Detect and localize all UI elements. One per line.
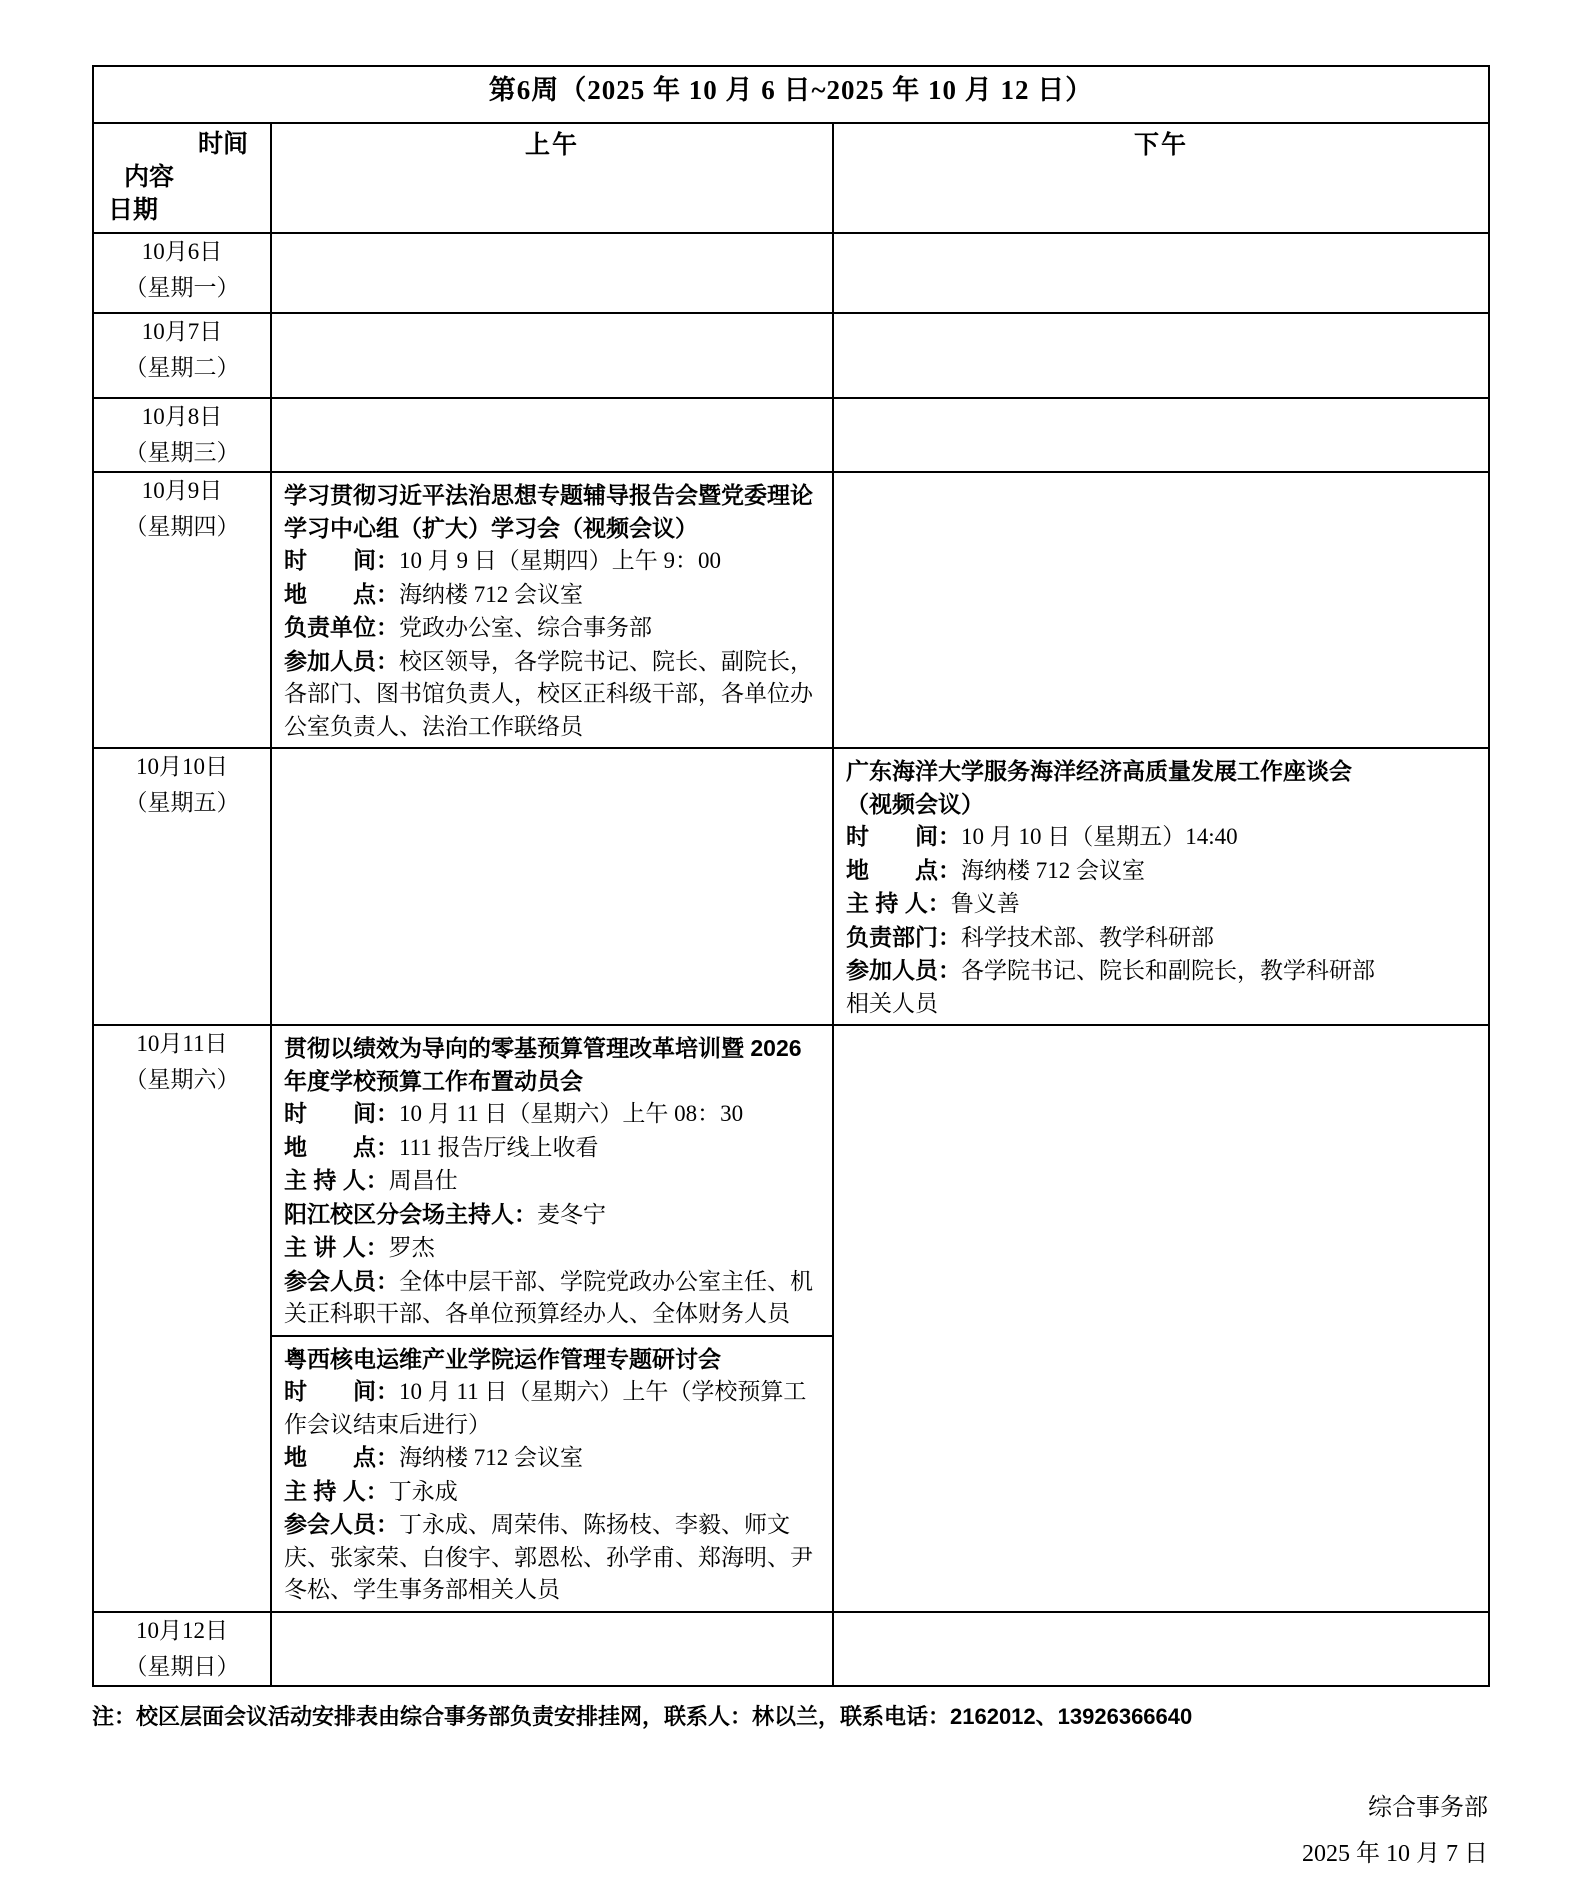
event-cell-oct11-morning-2 [271, 1336, 833, 1612]
signoff-date: 2025 年 10 月 7 日 [1302, 1840, 1488, 1867]
weekly-schedule-table [92, 65, 1490, 1687]
weekday-text: （星期二） [124, 355, 240, 380]
corner-label-date: 日期 [108, 197, 159, 224]
field-value: 党政办公室、综合事务部 [399, 615, 652, 640]
empty-cell-oct7-morning [271, 313, 833, 398]
date-text: 10月10日 [136, 754, 228, 779]
table-row [93, 748, 1489, 1025]
table-row [93, 472, 1489, 748]
empty-cell-oct12-afternoon [833, 1612, 1489, 1686]
field-label: 参加人员： [284, 647, 399, 674]
field-label: 时 间： [284, 1378, 399, 1404]
field-line-place [284, 1441, 822, 1475]
field-label: 参会人员： [284, 1511, 399, 1537]
table-row [93, 313, 1489, 398]
field-value: 各学院书记、院长和副院长，教学科研部相关人员 [846, 958, 1375, 1016]
field-line-attendees [284, 1508, 822, 1607]
field-label: 主 持 人： [284, 1167, 389, 1193]
field-value: 鲁义善 [950, 891, 1020, 916]
date-text: 10月12日 [136, 1617, 228, 1643]
field-line-unit [284, 611, 822, 645]
weekday-text: （星期三） [124, 440, 240, 465]
field-value: 科学技术部、教学科研部 [961, 924, 1214, 950]
field-line-time [846, 820, 1392, 854]
field-value: 10 月 10 日（星期五）14:40 [961, 824, 1238, 849]
date-cell-oct8 [93, 398, 271, 472]
field-line-time [284, 1097, 822, 1131]
field-line-dept [846, 921, 1392, 955]
field-line-attendees [284, 1265, 822, 1331]
field-line-branch-host [284, 1198, 822, 1232]
field-line-place [284, 1131, 822, 1165]
table-row [93, 398, 1489, 472]
weekday-text: （星期日） [124, 1653, 240, 1679]
empty-cell-oct11-afternoon [833, 1025, 1489, 1612]
event-cell-oct10-afternoon [833, 748, 1489, 1025]
field-label: 地 点： [284, 1444, 399, 1470]
field-line-place [846, 854, 1392, 888]
field-line-attendees [846, 954, 1392, 1020]
date-cell-oct12 [93, 1612, 271, 1686]
field-line-host [846, 887, 1392, 921]
date-text: 10月6日 [141, 239, 223, 264]
field-value: 111 报告厅线上收看 [399, 1134, 599, 1160]
field-label: 参加人员： [846, 957, 961, 983]
week-title: 第6周（2025 年 10 月 6 日~2025 年 10 月 12 日） [93, 66, 1489, 123]
footer-note: 注：校区层面会议活动安排表由综合事务部负责安排挂网，联系人：林以兰，联系电话：2162012、13926366640 [92, 1703, 1193, 1729]
field-value: 10 月 9 日（星期四）上午 9：00 [399, 548, 721, 573]
empty-cell-oct6-afternoon [833, 233, 1489, 313]
signoff-department: 综合事务部 [1368, 1793, 1488, 1821]
field-line-time [284, 1375, 822, 1441]
weekday-text: （星期四） [124, 514, 240, 539]
field-label: 地 点： [284, 580, 399, 607]
field-value: 海纳楼 712 会议室 [961, 857, 1145, 883]
field-value: 麦冬宁 [537, 1201, 606, 1227]
field-value: 全体中层干部、学院党政办公室主任、机关正科职干部、各单位预算经办人、全体财务人员 [284, 1268, 813, 1326]
event-title: 学习贯彻习近平法治思想专题辅导报告会暨党委理论学习中心组（扩大）学习会（视频会议） [284, 482, 813, 541]
table-row [93, 1612, 1489, 1686]
column-header-morning: 上午 [271, 123, 833, 233]
document-page [0, 65, 1587, 1891]
date-cell-oct6 [93, 233, 271, 313]
corner-label-time: 时间 [197, 131, 248, 158]
field-line-attendees [284, 645, 822, 744]
empty-cell-oct8-afternoon [833, 398, 1489, 472]
field-label: 时 间： [284, 1100, 399, 1126]
empty-cell-oct12-morning [271, 1612, 833, 1686]
date-cell-oct10 [93, 748, 271, 1025]
field-value: 海纳楼 712 会议室 [399, 1445, 583, 1470]
date-text: 10月11日 [136, 1031, 228, 1056]
weekday-text: （星期五） [124, 790, 240, 815]
field-value: 海纳楼 712 会议室 [399, 581, 583, 607]
table-row [93, 233, 1489, 313]
event-title: 广东海洋大学服务海洋经济高质量发展工作座谈会（视频会议） [846, 758, 1352, 817]
field-line-host [284, 1475, 822, 1509]
field-label: 主 持 人： [284, 1477, 389, 1504]
weekday-text: （星期六） [124, 1067, 240, 1092]
empty-cell-oct6-morning [271, 233, 833, 313]
event-cell-oct11-morning-1 [271, 1025, 833, 1336]
field-line-speaker [284, 1231, 822, 1265]
empty-cell-oct10-morning [271, 748, 833, 1025]
field-label: 地 点： [846, 856, 961, 883]
empty-cell-oct8-morning [271, 398, 833, 472]
event-title: 粤西核电运维产业学院运作管理专题研讨会 [284, 1345, 721, 1372]
field-label: 阳江校区分会场主持人： [284, 1200, 537, 1227]
event-cell-oct9-morning [271, 472, 833, 748]
date-text: 10月8日 [141, 404, 223, 429]
corner-label-content: 内容 [124, 164, 175, 191]
column-header-afternoon: 下午 [833, 123, 1489, 233]
event-title: 贯彻以绩效为导向的零基预算管理改革培训暨 2026 年度学校预算工作布置动员会 [284, 1035, 802, 1094]
field-value: 10 月 11 日（星期六）上午 08：30 [399, 1101, 744, 1126]
date-text: 10月7日 [141, 319, 223, 344]
field-value: 10 月 11 日（星期六）上午（学校预算工作会议结束后进行） [284, 1379, 807, 1437]
field-line-time [284, 544, 822, 578]
field-line-place [284, 578, 822, 612]
field-label: 时 间： [284, 547, 399, 573]
empty-cell-oct9-afternoon [833, 472, 1489, 748]
field-label: 主 讲 人： [284, 1234, 389, 1260]
field-value: 校区领导，各学院书记、院长、副院长，各部门、图书馆负责人，校区正科级干部，各单位办公室负责人、法治工作联络员 [284, 648, 813, 739]
field-label: 负责部门： [846, 923, 961, 950]
date-cell-oct7 [93, 313, 271, 398]
field-line-host [284, 1164, 822, 1198]
field-label: 地 点： [284, 1133, 399, 1160]
weekday-text: （星期一） [124, 275, 240, 300]
table-header-row [93, 123, 1489, 233]
field-label: 参会人员： [284, 1267, 399, 1294]
field-value: 丁永成、周荣伟、陈扬枝、李毅、师文庆、张家荣、白俊宇、郭恩松、孙学甫、郑海明、尹冬松、学生事务部相关人员 [284, 1512, 813, 1602]
table-title-row [93, 66, 1489, 123]
field-value: 罗杰 [388, 1235, 435, 1260]
date-cell-oct9 [93, 472, 271, 748]
date-text: 10月9日 [141, 478, 223, 503]
table-row [93, 1025, 1489, 1336]
field-label: 时 间： [846, 823, 961, 849]
empty-cell-oct7-afternoon [833, 313, 1489, 398]
field-value: 周昌仕 [388, 1168, 458, 1193]
corner-header-cell [93, 123, 271, 233]
field-label: 负责单位： [284, 614, 399, 640]
field-label: 主 持 人： [846, 890, 951, 916]
field-value: 丁永成 [388, 1478, 458, 1504]
signoff-block [92, 1793, 1488, 1869]
date-cell-oct11 [93, 1025, 271, 1612]
